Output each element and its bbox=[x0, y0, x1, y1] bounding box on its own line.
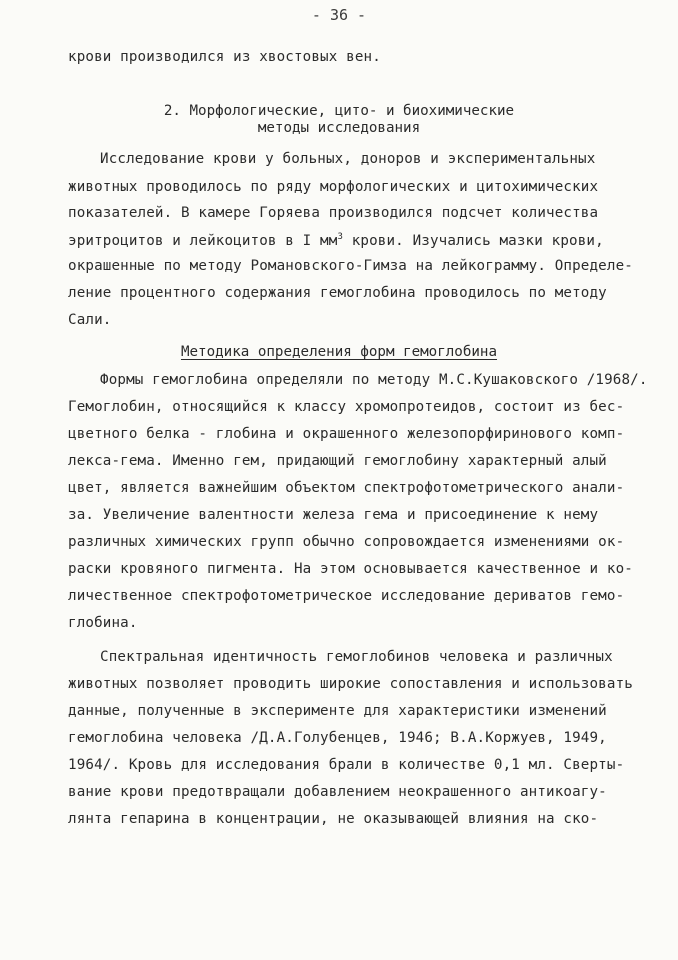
para1-line-4-tail: крови. Изучались мазки крови, bbox=[343, 233, 604, 249]
para3-line-6: вание крови предотвращали добавлением неокрашенного антикоагу- bbox=[68, 784, 607, 800]
section-heading-line-1: 2. Морфологические, цито- и биохимические bbox=[163, 103, 515, 119]
para2-line-1: Формы гемоглобина определяли по методу М.С.Кушаковского /1968/. bbox=[100, 372, 648, 388]
para3-line-4: гемоглобина человека /Д.А.Голубенцев, 1946; В.А.Коржуев, 1949, bbox=[68, 730, 607, 746]
intro-line: крови производился из хвостовых вен. bbox=[68, 49, 381, 65]
para1-line-5: окрашенные по методу Романовского-Гимза на лейкограмму. Определе- bbox=[68, 258, 633, 274]
para2-line-3: цветного белка - глобина и окрашенного железопорфиринового комп- bbox=[68, 426, 625, 442]
para2-line-6: за. Увеличение валентности железа гема и присоединение к нему bbox=[68, 507, 599, 523]
para3-line-7: лянта гепарина в концентрации, не оказывающей влияния на ско- bbox=[68, 811, 599, 827]
para2-line-2: Гемоглобин, относящийся к классу хромопротеидов, состоит из бес- bbox=[68, 399, 625, 415]
para3-line-1: Спектральная идентичность гемоглобинов человека и различных bbox=[100, 649, 613, 665]
page-number: - 36 - bbox=[311, 6, 367, 24]
para1-line-4 bbox=[68, 233, 604, 248]
para2-line-7: различных химических групп обычно сопровождается изменениями ок- bbox=[68, 534, 625, 550]
superscript: 3 bbox=[337, 232, 344, 242]
para1-line-4-text: эритроцитов и лейкоцитов в I мм bbox=[68, 233, 338, 249]
para3-line-5: 1964/. Кровь для исследования брали в количестве 0,1 мл. Сверты- bbox=[68, 757, 625, 773]
subheading-text: Методика определения форм гемоглобина bbox=[180, 344, 498, 360]
para1-line-6: ление процентного содержания гемоглобина проводилось по методу bbox=[68, 285, 607, 301]
para1-line-2: животных проводилось по ряду морфологических и цитохимических bbox=[68, 179, 599, 195]
para2-line-5: цвет, является важнейшим объектом спектрофотометрического анали- bbox=[68, 480, 625, 496]
para1-line-1: Исследование крови у больных, доноров и экспериментальных bbox=[100, 151, 596, 167]
section-heading-line-2: методы исследования bbox=[257, 120, 421, 136]
para1-line-3: показателей. В камере Горяева производился подсчет количества bbox=[68, 205, 599, 221]
para2-line-10: глобина. bbox=[68, 615, 138, 631]
para1-line-7: Сали. bbox=[68, 312, 112, 328]
para2-line-4: лекса-гема. Именно гем, придающий гемоглобину характерный алый bbox=[68, 453, 607, 469]
para3-line-3: данные, полученные в эксперименте для характеристики изменений bbox=[68, 703, 607, 719]
para2-line-8: раски кровяного пигмента. На этом основывается качественное и ко- bbox=[68, 561, 633, 577]
para2-line-9: личественное спектрофотометрическое исследование дериватов гемо- bbox=[68, 588, 625, 604]
para3-line-2: животных позволяет проводить широкие сопоставления и использовать bbox=[68, 676, 633, 692]
subheading bbox=[0, 345, 678, 359]
